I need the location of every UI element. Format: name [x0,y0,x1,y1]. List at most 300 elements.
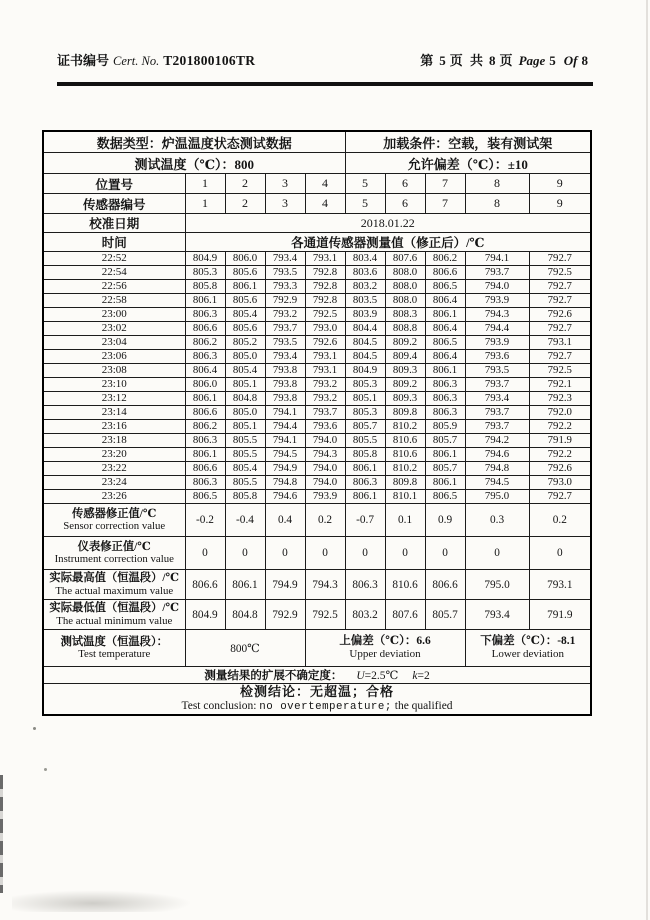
value-cell: 793.7 [465,378,529,392]
value-cell: 809.3 [385,364,425,378]
conclusion-cell [43,684,591,715]
lower-deviation-cell [465,630,591,667]
value-cell: 0.2 [305,504,345,537]
value-cell: 805.7 [345,420,385,434]
value-cell: 804.9 [185,600,225,630]
value-cell: 794.1 [265,434,305,448]
value-cell: 807.6 [385,600,425,630]
channel-header: 各通道传感器测量值（修正后）/℃ [185,233,591,252]
value-cell: 794.0 [305,476,345,490]
value-cell: 806.0 [185,378,225,392]
actual-maximum-label-en: The actual maximum value [55,584,174,597]
value-cell: 2 [225,174,265,194]
value-cell: 793.6 [305,420,345,434]
uncertainty-u-value: =2.5℃ [364,670,399,682]
value-cell: 7 [425,194,465,214]
value-cell: 792.8 [305,280,345,294]
value-cell: 793.4 [465,392,529,406]
value-cell: 793.4 [265,350,305,364]
time-cell: 23:08 [43,364,185,378]
conclusion-en-prefix: Test conclusion: [181,699,257,712]
reading-row [43,294,591,308]
value-cell: 0 [529,537,591,570]
value-cell: 806.1 [425,364,465,378]
cal-date-value: 2018.01.22 [185,214,591,233]
value-cell: 803.9 [345,308,385,322]
value-cell: 804.4 [345,322,385,336]
value-cell: 808.8 [385,322,425,336]
value-cell: 0 [305,537,345,570]
value-cell: 7 [425,174,465,194]
upper-deviation-zh: 上偏差（℃）：6.6 [339,635,431,648]
value-cell: 792.6 [305,336,345,350]
value-cell: 806.1 [185,392,225,406]
value-cell: 792.7 [529,350,591,364]
time-cell: 23:14 [43,406,185,420]
value-cell: 792.3 [529,392,591,406]
value-cell: 805.3 [185,266,225,280]
reading-row [43,392,591,406]
instrument-correction-label-en: Instrument correction value [54,553,174,566]
value-cell: 0 [385,537,425,570]
conclusion-row [43,684,591,715]
value-cell: 805.0 [225,406,265,420]
value-cell: 0 [185,537,225,570]
table-head-section [43,131,591,252]
time-cell: 23:24 [43,476,185,490]
value-cell: 794.5 [265,448,305,462]
time-label: 时间 [43,233,185,252]
value-cell: 0 [225,537,265,570]
actual-maximum-row [43,570,591,600]
value-cell: 794.3 [305,570,345,600]
scan-artifact-dot [44,768,47,771]
reading-row [43,490,591,504]
position-label: 位置号 [43,174,185,194]
value-cell: 805.6 [225,266,265,280]
value-cell: 792.9 [265,600,305,630]
value-cell: 793.7 [265,322,305,336]
calibration-date-row [43,214,591,233]
value-cell: 8 [465,174,529,194]
value-cell: 794.0 [305,462,345,476]
value-cell: 792.7 [529,252,591,266]
value-cell: 793.9 [305,490,345,504]
value-cell: 794.1 [265,406,305,420]
data-type-cell: 数据类型：炉温温度状态测试数据 [43,131,345,153]
value-cell: 805.7 [425,600,465,630]
value-cell: 793.1 [305,252,345,266]
value-cell: 804.8 [225,600,265,630]
time-cell: 23:10 [43,378,185,392]
time-cell: 23:12 [43,392,185,406]
lower-deviation-en: Lower deviation [491,648,564,661]
value-cell: 793.4 [265,252,305,266]
value-cell: 0.4 [265,504,305,537]
time-cell: 22:56 [43,280,185,294]
value-cell: 793.1 [305,364,345,378]
value-cell: 793.1 [529,336,591,350]
value-cell: 808.0 [385,280,425,294]
sensor-correction-label [43,504,185,537]
actual-minimum-label [43,600,185,630]
value-cell: 4 [305,174,345,194]
scan-artifact-smudge [12,890,192,912]
value-cell: 805.8 [225,490,265,504]
time-cell: 23:00 [43,308,185,322]
value-cell: 793.3 [265,280,305,294]
conclusion-en-mono: no overtemperature; [259,700,392,713]
value-cell: 806.3 [425,378,465,392]
value-cell: 793.2 [305,392,345,406]
value-cell: 794.0 [465,280,529,294]
value-cell: 4 [305,194,345,214]
test-temperature-row [43,630,591,667]
value-cell: 806.1 [345,490,385,504]
value-cell: 792.5 [305,600,345,630]
sensor-number-row [43,194,591,214]
value-cell: 806.3 [345,476,385,490]
value-cell: 806.1 [345,462,385,476]
value-cell: 0.2 [529,504,591,537]
uncertainty-k-value: =2 [417,670,430,682]
value-cell: 809.8 [385,406,425,420]
page-number: 5 [439,53,446,68]
value-cell: 792.7 [529,280,591,294]
value-cell: 792.6 [529,308,591,322]
time-cell: 23:26 [43,490,185,504]
value-cell: 809.2 [385,378,425,392]
value-cell: 794.4 [265,420,305,434]
value-cell: 793.0 [305,322,345,336]
value-cell: 793.7 [465,266,529,280]
time-cell: 22:54 [43,266,185,280]
value-cell: 794.8 [465,462,529,476]
value-cell: 803.6 [345,266,385,280]
instrument-correction-row [43,537,591,570]
page-en-total: 8 [581,53,588,68]
uncertainty-row [43,667,591,684]
time-cell: 23:04 [43,336,185,350]
value-cell: 806.6 [185,322,225,336]
value-cell: 805.7 [425,462,465,476]
value-cell: 792.7 [529,322,591,336]
value-cell: 794.6 [265,490,305,504]
value-cell: 806.3 [345,570,385,600]
value-cell: 806.1 [425,448,465,462]
header-divider-rule [57,82,593,86]
value-cell: 793.9 [465,294,529,308]
value-cell: 807.6 [385,252,425,266]
value-cell: 806.0 [225,252,265,266]
instrument-correction-label-zh: 仪表修正值/℃ [77,540,151,553]
value-cell: 792.5 [305,308,345,322]
value-cell: 805.4 [225,462,265,476]
time-header-row [43,233,591,252]
value-cell: 806.1 [185,448,225,462]
value-cell: 805.6 [225,322,265,336]
value-cell: 806.2 [185,336,225,350]
test-temperature-label-en: Test temperature [78,648,151,661]
value-cell: 803.2 [345,280,385,294]
value-cell: -0.7 [345,504,385,537]
page-en-word2: Of [563,53,578,68]
value-cell: 806.1 [425,308,465,322]
value-cell: 793.8 [265,392,305,406]
value-cell: 803.2 [345,600,385,630]
page-indicator [420,50,592,69]
value-cell: 806.5 [425,490,465,504]
value-cell: 805.8 [345,448,385,462]
value-cell: 2 [225,194,265,214]
conclusion-en-suffix: the qualified [394,699,453,712]
value-cell: 793.5 [265,266,305,280]
value-cell: 805.8 [185,280,225,294]
value-cell: 806.1 [185,294,225,308]
value-cell: 5 [345,174,385,194]
actual-minimum-row [43,600,591,630]
value-cell: 810.6 [385,448,425,462]
value-cell: 792.8 [305,266,345,280]
value-cell: 806.4 [425,294,465,308]
value-cell: 809.8 [385,476,425,490]
value-cell: 809.4 [385,350,425,364]
value-cell: 806.1 [425,476,465,490]
value-cell: 808.3 [385,308,425,322]
value-cell: 792.5 [529,364,591,378]
value-cell: 793.2 [305,378,345,392]
scan-artifact-dot [33,727,36,730]
value-cell: 805.4 [225,308,265,322]
value-cell: 805.5 [225,476,265,490]
value-cell: 805.5 [225,448,265,462]
value-cell: 806.5 [185,490,225,504]
value-cell: 805.1 [225,378,265,392]
value-cell: 0 [265,537,305,570]
reading-row [43,252,591,266]
value-cell: 9 [529,174,591,194]
page-zh-mid: 页 共 [449,53,486,68]
value-cell: 793.1 [305,350,345,364]
readings-body [43,252,591,504]
value-cell: 806.6 [185,570,225,600]
reading-row [43,280,591,294]
reading-row [43,420,591,434]
value-cell: 793.7 [305,406,345,420]
value-cell: 805.3 [345,406,385,420]
value-cell: 805.3 [345,378,385,392]
value-cell: 0.1 [385,504,425,537]
uncertainty-k-symbol: k [412,670,418,682]
reading-row [43,350,591,364]
value-cell: 1 [185,174,225,194]
test-temp-setting-cell: 测试温度（℃）：800 [43,153,345,174]
value-cell: 794.2 [465,434,529,448]
value-cell: 806.4 [425,350,465,364]
value-cell: -0.4 [225,504,265,537]
time-cell: 23:06 [43,350,185,364]
value-cell: 810.2 [385,462,425,476]
uncertainty-u-symbol: U [356,670,365,682]
value-cell: 806.3 [425,406,465,420]
test-temperature-label-zh: 测试温度（恒温段）： [60,635,168,648]
value-cell: 794.4 [465,322,529,336]
value-cell: 792.1 [529,378,591,392]
sensor-correction-row [43,504,591,537]
value-cell: 806.5 [425,336,465,350]
sensor-label: 传感器编号 [43,194,185,214]
data-type-row [43,131,591,153]
value-cell: 6 [385,194,425,214]
value-cell: 806.3 [185,434,225,448]
time-cell: 23:18 [43,434,185,448]
reading-row [43,448,591,462]
value-cell: 1 [185,194,225,214]
value-cell: 793.6 [465,350,529,364]
time-cell: 23:20 [43,448,185,462]
value-cell: 792.2 [529,420,591,434]
reading-row [43,434,591,448]
time-cell: 23:16 [43,420,185,434]
position-row [43,174,591,194]
value-cell: 5 [345,194,385,214]
value-cell: 805.2 [225,336,265,350]
test-temperature-value: 800℃ [185,630,305,667]
value-cell: 810.6 [385,570,425,600]
value-cell: 794.3 [305,448,345,462]
value-cell: 808.0 [385,294,425,308]
load-condition-cell: 加载条件：空载，装有测试架 [345,131,591,153]
value-cell: 793.5 [465,364,529,378]
value-cell: 795.0 [465,490,529,504]
summary-section [43,504,591,715]
actual-minimum-label-zh: 实际最低值（恒温段）/℃ [49,602,180,615]
value-cell: 0 [425,537,465,570]
reading-row [43,364,591,378]
value-cell: 0.3 [465,504,529,537]
instrument-correction-label [43,537,185,570]
value-cell: 793.8 [265,364,305,378]
value-cell: 806.3 [185,308,225,322]
value-cell: 792.6 [529,462,591,476]
value-cell: 793.5 [265,336,305,350]
sensor-correction-label-en: Sensor correction value [63,520,166,533]
value-cell: 3 [265,174,305,194]
value-cell: 793.7 [465,420,529,434]
actual-maximum-label-zh: 实际最高值（恒温段）/℃ [49,572,180,585]
value-cell: 806.6 [425,266,465,280]
conclusion-en [44,700,590,714]
value-cell: 805.1 [345,392,385,406]
value-cell: -0.2 [185,504,225,537]
value-cell: 791.9 [529,434,591,448]
value-cell: 794.1 [465,252,529,266]
value-cell: 806.1 [225,570,265,600]
page-en-word1: Page [518,53,546,68]
value-cell: 806.3 [425,392,465,406]
reading-row [43,322,591,336]
page-zh-suf: 页 [499,53,515,68]
value-cell: 793.2 [265,308,305,322]
reading-row [43,308,591,322]
value-cell: 793.0 [529,476,591,490]
value-cell: 794.3 [465,308,529,322]
value-cell: 795.0 [465,570,529,600]
conclusion-zh: 检测结论：无超温；合格 [240,684,395,699]
time-cell: 23:02 [43,322,185,336]
value-cell: 810.6 [385,434,425,448]
value-cell: 805.0 [225,350,265,364]
value-cell: 794.9 [265,570,305,600]
value-cell: 793.1 [529,570,591,600]
value-cell: 791.9 [529,600,591,630]
value-cell: 806.1 [225,280,265,294]
uncertainty-prefix: 测量结果的扩展不确定度： [204,670,343,682]
value-cell: 804.9 [185,252,225,266]
value-cell: 794.9 [265,462,305,476]
test-data-table [42,130,592,716]
page-total: 8 [489,53,496,68]
value-cell: 792.2 [529,448,591,462]
value-cell: 806.4 [185,364,225,378]
value-cell: 810.2 [385,420,425,434]
upper-deviation-cell [305,630,465,667]
upper-deviation-en: Upper deviation [349,648,421,661]
reading-row [43,476,591,490]
value-cell: 806.3 [185,350,225,364]
scan-artifact-left-edge [0,775,3,893]
value-cell: 792.9 [265,294,305,308]
reading-row [43,266,591,280]
cert-label-en: Cert. No. [113,54,160,68]
value-cell: 809.3 [385,392,425,406]
actual-minimum-label-en: The actual minimum value [56,614,173,627]
scan-artifact-right-edge [646,0,648,920]
value-cell: 806.2 [425,252,465,266]
time-cell: 23:22 [43,462,185,476]
value-cell: 9 [529,194,591,214]
value-cell: 793.9 [465,336,529,350]
value-cell: 805.1 [225,420,265,434]
allowed-deviation-cell: 允许偏差（℃）：±10 [345,153,591,174]
value-cell: 0.9 [425,504,465,537]
value-cell: 806.2 [185,420,225,434]
reading-row [43,378,591,392]
value-cell: 792.7 [529,490,591,504]
value-cell: 793.7 [465,406,529,420]
cal-date-label: 校准日期 [43,214,185,233]
value-cell: 805.6 [225,294,265,308]
time-cell: 22:58 [43,294,185,308]
value-cell: 809.2 [385,336,425,350]
value-cell: 792.5 [529,266,591,280]
value-cell: 806.4 [425,322,465,336]
value-cell: 804.8 [225,392,265,406]
value-cell: 805.4 [225,364,265,378]
value-cell: 806.6 [185,406,225,420]
value-cell: 804.9 [345,364,385,378]
value-cell: 806.5 [425,280,465,294]
value-cell: 8 [465,194,529,214]
value-cell: 805.5 [225,434,265,448]
value-cell: 792.8 [305,294,345,308]
value-cell: 805.7 [425,434,465,448]
sensor-correction-label-zh: 传感器修正值/℃ [72,507,157,520]
value-cell: 806.6 [425,570,465,600]
time-cell: 22:52 [43,252,185,266]
value-cell: 0 [345,537,385,570]
page-zh-pre: 第 [420,53,436,68]
